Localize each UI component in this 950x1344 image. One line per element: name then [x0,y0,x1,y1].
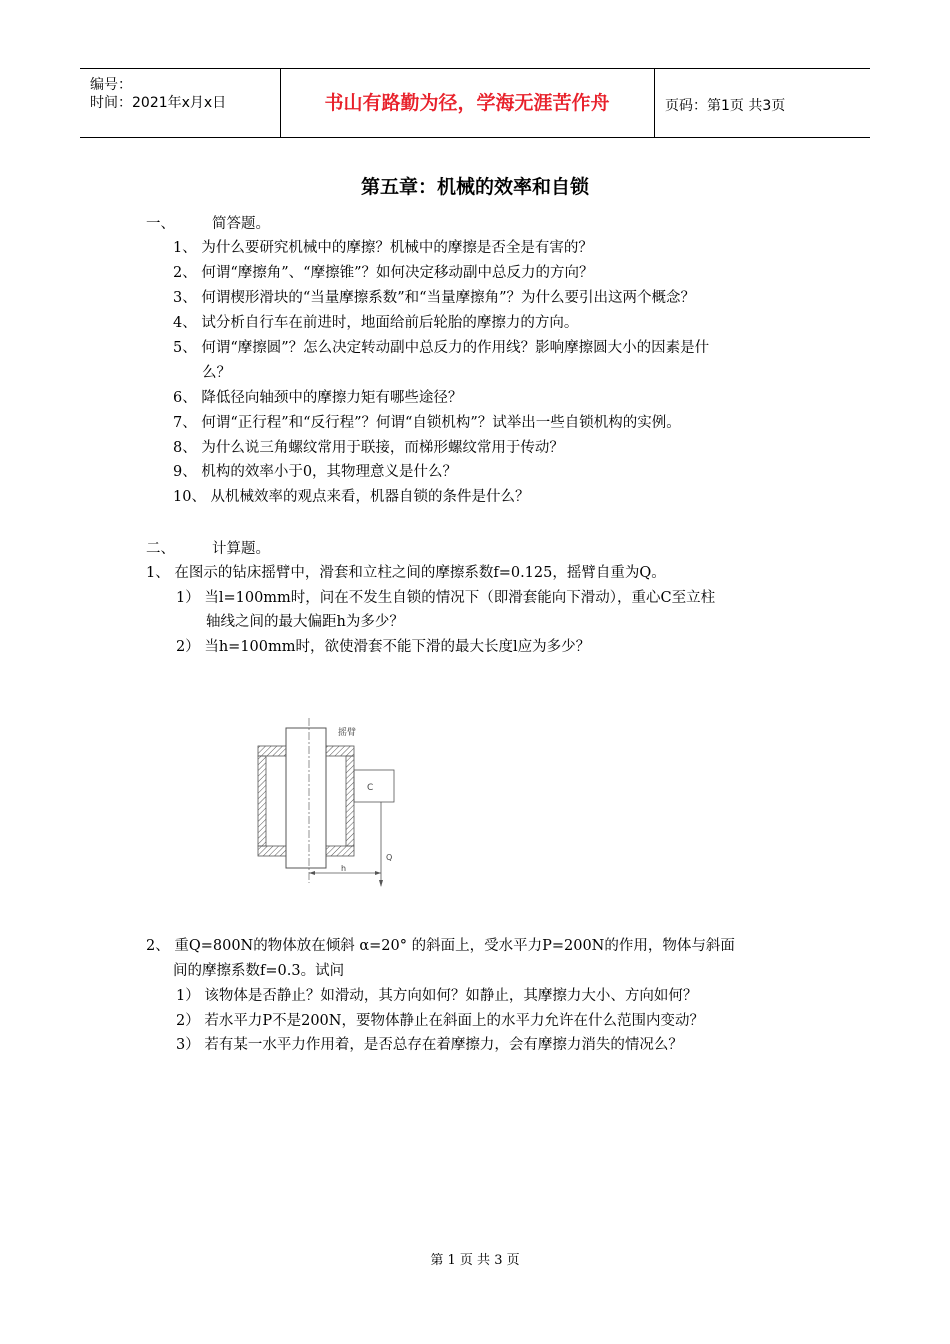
arm-box [354,770,394,802]
gravity-arrow [379,880,383,887]
column [286,728,326,868]
number-label: 编号： [90,77,132,93]
h-arrow-left [309,871,315,875]
list-item: 1、 为什么要研究机械中的摩擦？机械中的摩擦是否全是有害的？ [173,240,593,256]
header-table [80,68,870,138]
question-stem: 2、 重Q=800N的物体放在倾斜 α=20° 的斜面上，受水平力P=200N的作用，物体与斜面 [146,938,735,954]
sub-question: 1） 当l=100mm时，问在不发生自锁的情况下（即滑套能向下滑动），重心C至立柱 [176,590,716,606]
section-number: 一、 [146,216,175,232]
list-item: 7、 何谓“正行程”和“反行程”？何谓“自锁机构”？试举出一些自锁机构的实例。 [173,415,681,431]
chapter-title: 第五章：机械的效率和自锁 [360,176,589,198]
header-info-cell [80,69,281,137]
label-c: C [367,783,374,793]
list-item: 2、 何谓“摩擦角”、“摩擦锥”？如何决定移动副中总反力的方向？ [173,265,594,281]
sleeve-top-right [326,746,354,756]
list-item: 8、 为什么说三角螺纹常用于联接，而梯形螺纹常用于传动？ [173,440,564,456]
list-item: 6、 降低径向轴颈中的摩擦力矩有哪些途径？ [173,390,463,406]
sub-question: 3） 若有某一水平力作用着，是否总存在着摩擦力，会有摩擦力消失的情况么？ [176,1037,683,1053]
list-item: 4、 试分析自行车在前进时，地面给前后轮胎的摩擦力的方向。 [173,315,579,331]
h-arrow-right [375,871,381,875]
sub-question: 2） 当h=100mm时，欲使滑套不能下滑的最大长度l应为多少？ [176,639,591,655]
date-label: 时间：2021年x月x日 [90,95,227,111]
section-label: 计算题。 [212,541,270,557]
section-number: 二、 [146,541,175,557]
question-stem: 1、 在图示的钻床摇臂中，滑套和立柱之间的摩擦系数f=0.125，摇臂自重为Q。 [146,565,666,581]
list-item: 5、 何谓“摩擦圆”？怎么决定转动副中总反力的作用线？影响摩擦圆大小的因素是什 [173,340,710,356]
sleeve-wall-right [346,756,354,846]
list-item: 9、 机构的效率小于0，其物理意义是什么？ [173,464,458,480]
section-label: 简答题。 [212,216,270,232]
page-footer: 第 1 页 共 3 页 [430,1253,520,1268]
sub-question: 1） 该物体是否静止？如滑动，其方向如何？如静止，其摩擦力大小、方向如何？ [176,988,698,1004]
label-q: Q [386,853,393,862]
sleeve-bottom-left [258,846,286,856]
question-stem-continuation: 间的摩擦系数f=0.3。试问 [173,963,345,979]
sub-question-continuation: 轴线之间的最大偏距h为多少？ [206,614,404,630]
list-item: 3、 何谓楔形滑块的“当量摩擦系数”和“当量摩擦角”？为什么要引出这两个概念？ [173,290,695,306]
sub-question: 2） 若水平力P不是200N，要物体静止在斜面上的水平力允许在什么范围内变动？ [176,1013,704,1029]
page-info: 页码：第1页 共3页 [665,98,786,114]
list-item: 10、 从机械效率的观点来看，机器自锁的条件是什么？ [173,489,530,505]
sleeve-top-left [258,746,286,756]
label-h: h [341,864,347,873]
drill-arm-figure [248,718,428,893]
motto: 书山有路勤为径，学海无涯苦作舟 [280,69,655,137]
sleeve-bottom-right [326,846,354,856]
sleeve-wall-left [258,756,266,846]
label-arm: 摇臂 [338,728,357,738]
list-item-continuation: 么？ [202,365,231,381]
